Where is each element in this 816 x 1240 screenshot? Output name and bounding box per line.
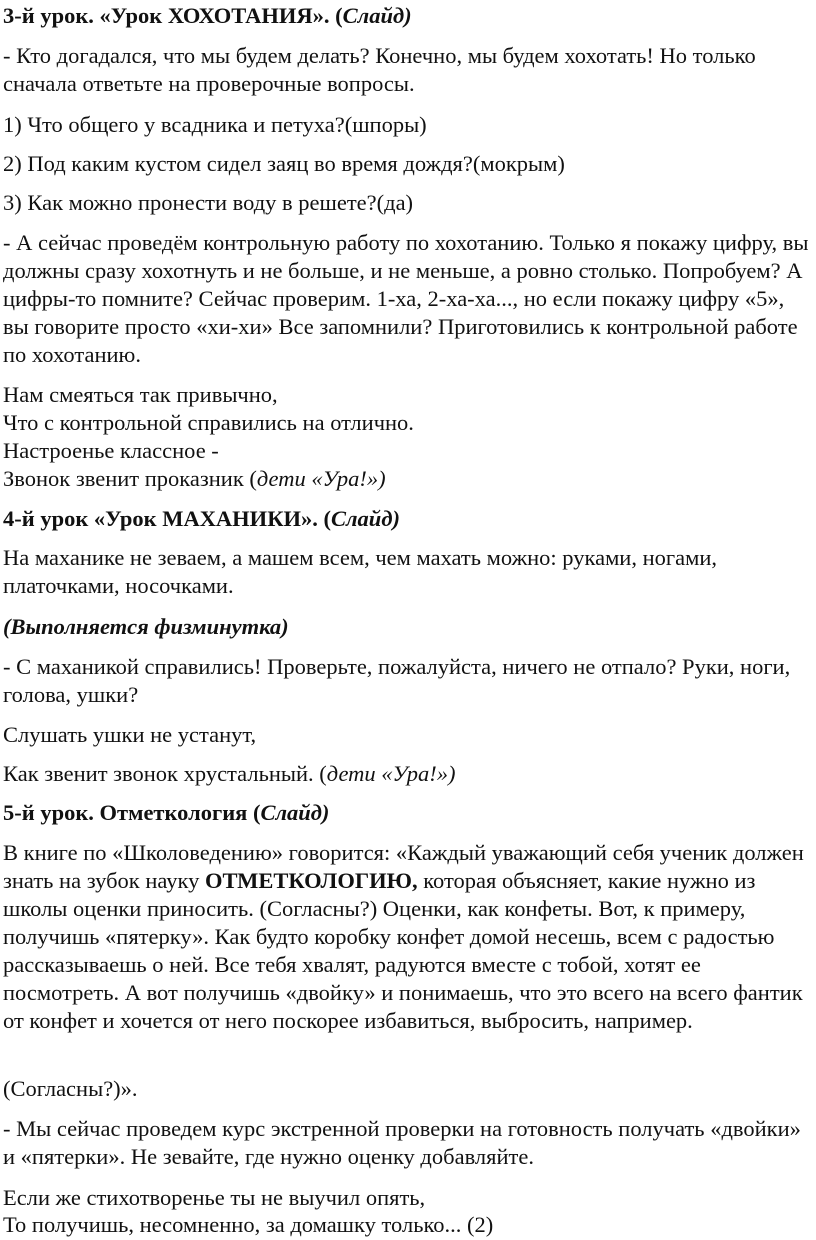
lesson3-intro: - Кто догадался, что мы будем делать? Конечно, мы будем хохотать! Но только сначала ответьте на проверочные вопросы. (3, 43, 756, 96)
lesson5-course: - Мы сейчас проведем курс экстренной проверки на готовность получать «двойки» и «пятерки». Не зевайте, где нужно оценку добавляйте. (3, 1116, 801, 1169)
lesson5-heading (3, 799, 814, 827)
lesson3-heading-slide: Слайд) (342, 3, 412, 28)
lesson3-poem-line-4 (3, 465, 814, 493)
lesson5-paragraph-start: В книге по «Школоведению» говорится: «Каждый уважающий себя ученик должен знать на зубок науку (3, 840, 804, 893)
lesson5-poem-line-2: То получишь, несомненно, за домашку только... (2) (3, 1212, 494, 1237)
lesson3-heading (3, 2, 814, 30)
lesson3-task: - А сейчас проведём контрольную работу по хохотанию. Только я покажу цифру, вы должны сразу хохотнуть и не больше, и не меньше, а ровно столько. Попробуем? А цифры-то помните? Сейчас проверим. 1-ха, 2-ха-ха..., но если покажу цифру «5», вы говорите просто «хи-хи» Все запомнили? Приготовились к контрольной работе по хохотанию. (3, 230, 809, 367)
lesson4-intro: На маханике не зеваем, а машем всем, чем махать можно: руками, ногами, платочками, носочками. (3, 545, 718, 598)
lesson4-heading-text: 4-й урок «Урок МАХАНИКИ». ( (3, 506, 331, 531)
lesson4-heading-slide: Слайд) (331, 506, 400, 531)
lesson3-poem-line-4-italic: дети «Ура!») (256, 466, 386, 491)
lesson3-poem-line-3: Настроенье классное - (3, 438, 219, 463)
lesson3-poem-line-2: Что с контрольной справились на отлично. (3, 410, 414, 435)
lesson4-line-2-italic: дети «Ура!») (326, 761, 456, 786)
lesson3-question-3: 3) Как можно пронести воду в решете?(да) (3, 190, 414, 215)
lesson3-question-2: 2) Под каким кустом сидел заяц во время дождя?(мокрым) (3, 151, 565, 176)
lesson5-poem-line-1: Если же стихотворенье ты не выучил опять, (3, 1185, 426, 1210)
lesson4-line-2 (3, 760, 814, 788)
lesson3-poem-line-4-text: Звонок звенит проказник ( (3, 466, 257, 491)
lesson4-line-1: Слушать ушки не устанут, (3, 722, 257, 747)
lesson5-paragraph-bold: ОТМЕТКОЛОГИЮ, (204, 868, 418, 893)
lesson5-paragraph-end: которая объясняет, какие нужно из школы оценки приносить. (Согласны?) Оценки, как конфеты. Вот, к примеру, получишь «пятерку». Как будто коробку конфет домой несешь, всем с радостью рассказываешь о ней. Все тебя хвалят, радуются вместе с тобой, хотят ее посмотреть. А вот получишь «двойку» и понимаешь, что это всего на всего фантик от конфет и хочется от него поскорее избавиться, выбросить, например. (3, 868, 803, 1033)
lesson4-heading (3, 505, 814, 533)
lesson3-poem-line-1: Нам смеяться так привычно, (3, 382, 278, 407)
lesson3-heading-text: 3-й урок. «Урок ХОХОТАНИЯ». ( (3, 3, 343, 28)
lesson3-question-1: 1) Что общего у всадника и петуха?(шпоры) (3, 112, 427, 137)
lesson5-paragraph (3, 839, 816, 1035)
lesson4-check: - С маханикой справились! Проверьте, пожалуйста, ничего не отпало? Руки, ноги, голова, ушки? (3, 654, 791, 707)
lesson5-heading-slide: Слайд) (260, 800, 330, 825)
lesson4-line-2-text: Как звенит звонок хрустальный. ( (3, 761, 327, 786)
lesson5-heading-text: 5-й урок. Отметкология ( (3, 800, 261, 825)
lesson5-agree: (Согласны?)». (3, 1076, 138, 1101)
lesson4-note: (Выполняется физминутка) (3, 614, 289, 639)
